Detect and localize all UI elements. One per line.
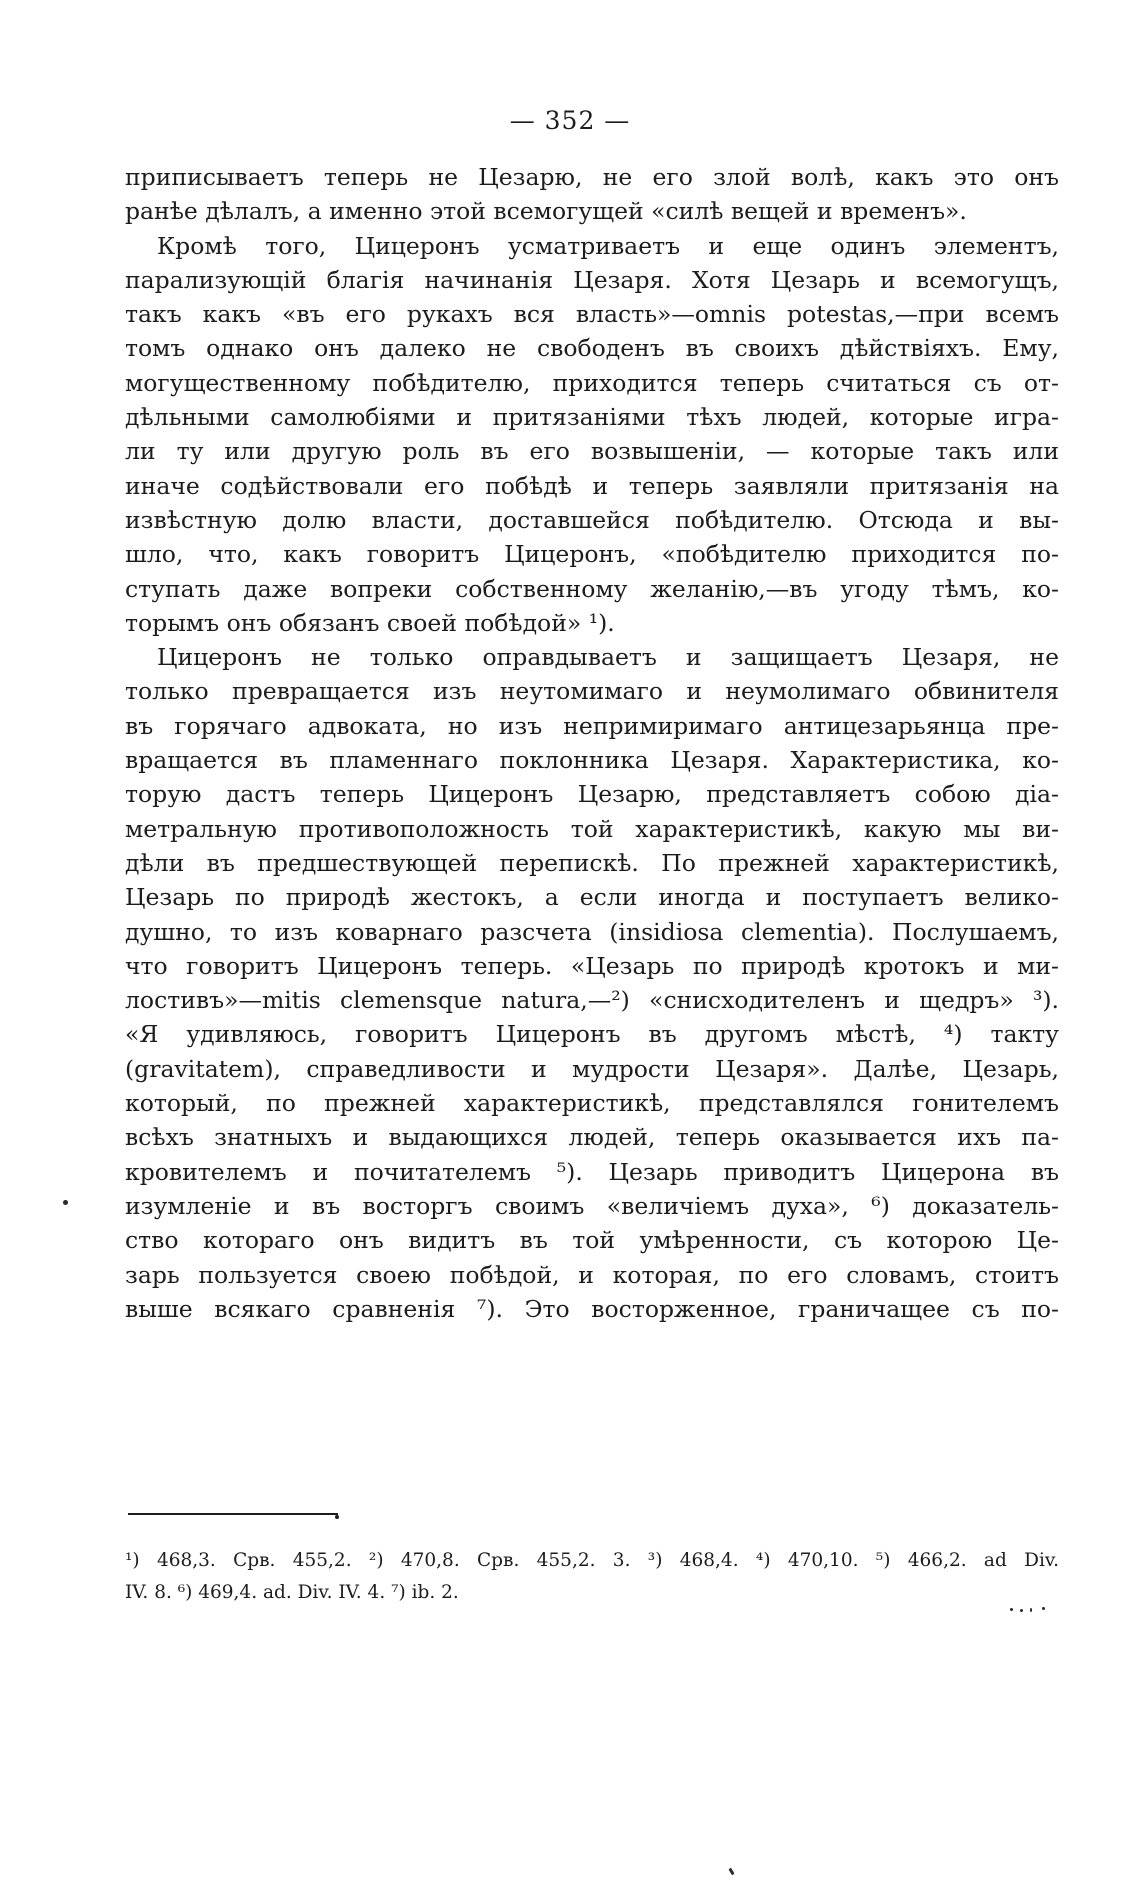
body-line: дѣльными самолюбіями и притязаніями тѣхъ людей, которые игра-: [125, 403, 1059, 432]
scan-speck: [728, 1868, 734, 1876]
body-line: извѣстную долю власти, доставшейся побѣдителю. Отсюда и вы-: [125, 505, 1059, 534]
body-line: въ горячаго адвоката, но изъ непримиримаго антицезарьянца пре-: [125, 711, 1059, 740]
body-line: всѣхъ знатныхъ и выдающихся людей, теперь оказывается ихъ па-: [125, 1123, 1059, 1152]
body-line: метральную противоположность той характеристикѣ, какую мы ви-: [125, 814, 1059, 843]
body-line: душно, то изъ коварнаго разсчета (insidiosa clementia). Послушаемъ,: [125, 917, 1059, 946]
body-line: зарь пользуется своею побѣдой, и которая, по его словамъ, стоитъ: [125, 1260, 1059, 1289]
scan-speck: [63, 1200, 68, 1205]
body-line: вращается въ пламеннаго поклонника Цезаря. Характеристика, ко-: [125, 746, 1059, 775]
body-line: парализующій благія начинанія Цезаря. Хотя Цезарь и всемогущъ,: [125, 265, 1059, 294]
body-line: иначе содѣйствовали его побѣдѣ и теперь заявляли притязанія на: [125, 471, 1059, 500]
scan-speck: [1030, 1608, 1032, 1612]
separator-dot: [335, 1515, 339, 1519]
body-line: только превращается изъ неутомимаго и неумолимаго обвинителя: [125, 677, 1059, 706]
body-line: выше всякаго сравненія ⁷). Это восторженное, граничащее съ по-: [125, 1294, 1059, 1323]
body-line: «Я удивляюсь, говоритъ Цицеронъ въ другомъ мѣстѣ, ⁴) такту: [125, 1020, 1059, 1049]
body-line: дѣли въ предшествующей перепискѣ. По прежней характеристикѣ,: [125, 848, 1059, 877]
scan-speck: [1042, 1607, 1045, 1610]
footnotes: [125, 1545, 1059, 1609]
body-line: изумленіе и въ восторгъ своимъ «величіемъ духа», ⁶) доказатель-: [125, 1191, 1059, 1220]
body-line: который, по прежней характеристикѣ, представлялся гонителемъ: [125, 1089, 1059, 1118]
body-line: такъ какъ «въ его рукахъ вся власть»—omnis potestas,—при всемъ: [125, 300, 1059, 329]
body-line: Цицеронъ не только оправдываетъ и защищаетъ Цезаря, не: [157, 643, 1059, 672]
body-line: ступать даже вопреки собственному желанію,—въ угоду тѣмъ, ко-: [125, 574, 1059, 603]
body-line: ли ту или другую роль въ его возвышеніи, — которые такъ или: [125, 437, 1059, 466]
body-line: приписываетъ теперь не Цезарю, не его злой волѣ, какъ это онъ: [125, 163, 1059, 191]
body-line: шло, что, какъ говоритъ Цицеронъ, «побѣдителю приходится по-: [125, 540, 1059, 569]
scan-speck: [1020, 1609, 1023, 1612]
body-line: что говоритъ Цицеронъ теперь. «Цезарь по природѣ кротокъ и ми-: [125, 951, 1059, 980]
body-line: (gravitatem), справедливости и мудрости Цезаря». Далѣе, Цезарь,: [125, 1054, 1059, 1083]
scan-speck: [1010, 1608, 1013, 1611]
body-line: ранѣе дѣлалъ, а именно этой всемогущей «силѣ вещей и временъ».: [125, 197, 967, 226]
body-text: [125, 160, 1059, 1326]
body-line: могущественному побѣдителю, приходится теперь считаться съ от-: [125, 368, 1059, 397]
body-line: торымъ онъ обязанъ своей побѣдой» ¹).: [125, 608, 615, 637]
body-line: кровителемъ и почитателемъ ⁵). Цезарь приводитъ Цицерона въ: [125, 1157, 1059, 1186]
body-line: томъ однако онъ далеко не свободенъ въ своихъ дѣйствіяхъ. Ему,: [125, 334, 1059, 363]
body-line: лостивъ»—mitis clemensque natura,—²) «снисходителенъ и щедръ» ³).: [125, 986, 1059, 1015]
body-line: ство котораго онъ видитъ въ той умѣренности, съ которою Це-: [125, 1226, 1059, 1255]
footnote-line: ¹) 468,3. Срв. 455,2. ²) 470,8. Срв. 455,2. 3. ³) 468,4. ⁴) 470,10. ⁵) 466,2. ad Div.: [125, 1550, 1059, 1571]
footnote-separator: [128, 1513, 338, 1515]
footnote-line: IV. 8. ⁶) 469,4. ad. Div. IV. 4. ⁷) ib. 2.: [125, 1582, 459, 1603]
page-number: — 352 —: [509, 106, 631, 135]
body-line: Цезарь по природѣ жестокъ, а если иногда и поступаетъ велико-: [125, 883, 1059, 912]
body-line: Кромѣ того, Цицеронъ усматриваетъ и еще одинъ элементъ,: [157, 231, 1059, 260]
body-line: торую дастъ теперь Цицеронъ Цезарю, представляетъ собою діа-: [125, 780, 1059, 809]
